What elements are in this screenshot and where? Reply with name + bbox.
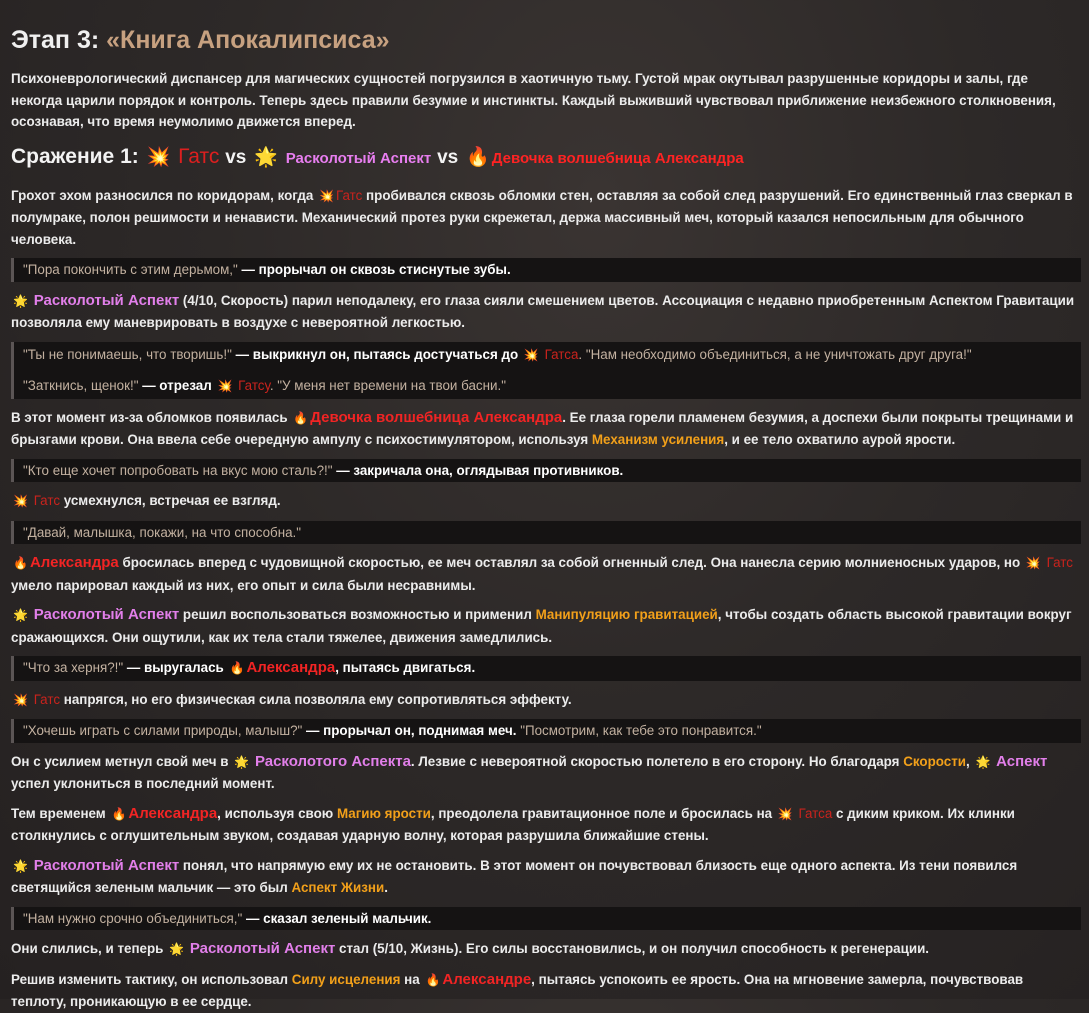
quote-text: "Что за херня?!" [23, 660, 124, 675]
stage-book-title: «Книга Апокалипсиса» [106, 26, 390, 54]
ability-mechanism: Механизм усиления [591, 432, 725, 447]
quote-block [11, 370, 1081, 399]
star-icon: 🌟 [169, 942, 185, 956]
paragraph [11, 751, 1081, 795]
paragraph [11, 490, 1081, 513]
quote-block [11, 258, 1081, 282]
quote-block [11, 521, 1081, 545]
text: на [400, 971, 424, 987]
text: бросилась вперед с чудовищной скоростью, ее меч оставлял за собой огненный след. Она нанесла серию молниеносных ударов, но [118, 555, 1024, 570]
paragraph [11, 407, 1081, 451]
narration: — сказал зеленый мальчик. [242, 910, 432, 926]
quote-text: "Посмотрим, как тебе это понравится." [520, 723, 762, 738]
narration: — отрезал [138, 378, 216, 393]
text: , чтобы создать область высокой гравитации вокруг сражающихся. Они ощутили, как их тела стали тяжелее, движения замедлились. [11, 607, 1072, 645]
quote-block [11, 656, 1081, 681]
text: (4/10, Скорость) парил неподалеку, его глаза сияли смешением цветов. Ассоциация с недавно приобретенным Аспектом Гравитации позволяла ему маневрировать в воздухе с невероятной легкостью. [11, 292, 1075, 330]
fighter-aspect: Расколотый Аспект [285, 149, 432, 167]
name-gats: Гатс [335, 187, 363, 203]
narration: , пытаясь двигаться. [335, 660, 476, 675]
explosion-icon: 💥 [777, 806, 793, 821]
narration: — прорычал он, поднимая меч. [302, 723, 521, 738]
star-icon: 🌟 [13, 293, 28, 308]
star-icon: 🌟 [13, 858, 28, 873]
name-gats: Гатсу [238, 378, 270, 393]
text: В этот момент из-за обломков появилась [11, 409, 292, 425]
name-aspect: Расколотый Аспект [189, 940, 336, 957]
text: напрягся, но его физическая сила позволяла ему сопротивляться эффекту. [60, 691, 572, 707]
star-icon: 🌟 [13, 608, 28, 622]
fire-icon: 🔥 [425, 972, 441, 987]
fire-icon: 🔥 [466, 146, 490, 168]
fire-icon: 🔥 [293, 410, 309, 425]
narration: — закричала она, оглядывая противников. [332, 462, 624, 478]
text: стал (5/10, Жизнь). Его силы восстановились, и он получил способность к регенерации. [335, 941, 930, 956]
vs-label: vs [437, 146, 459, 168]
paragraph [11, 969, 1081, 1013]
name-gats: Гатс [33, 493, 61, 508]
name-alexandra: Александра [29, 554, 119, 571]
name-aspect: Расколотый Аспект [33, 856, 180, 874]
name-aspect: Аспект [996, 752, 1048, 770]
paragraph [11, 185, 1081, 251]
paragraph [11, 938, 1081, 961]
explosion-icon: 💥 [217, 379, 233, 393]
paragraph [11, 290, 1081, 334]
fire-icon: 🔥 [111, 806, 127, 821]
text: Они слились, и теперь [11, 941, 168, 956]
text: успел уклониться в последний момент. [11, 776, 275, 791]
text: . [384, 880, 388, 895]
text: . Лезвие с невероятной скоростью полетело в его сторону. Но благодаря [410, 753, 904, 769]
ability-rage: Магию ярости [336, 805, 431, 821]
name-aspect: Расколотого Аспекта [254, 752, 411, 770]
paragraph [11, 604, 1081, 648]
fire-icon: 🔥 [13, 556, 28, 570]
fighter-girl: Девочка волшебница Александра [491, 149, 744, 167]
star-icon: 🌟 [975, 754, 991, 769]
narration: — прорычал он сквозь стиснутые зубы. [237, 262, 511, 277]
name-gats: Гатса [544, 346, 579, 362]
text: пробивался сквозь обломки стен, оставляя за собой след разрушений. Его единственный глаз сверкал в полумраке, полон решимости и ненависти. Механический протез руки скрежетал, держа массивный меч, который казался непосильным для обычного человека. [11, 187, 1073, 247]
text: усмехнулся, встречая ее взгляд. [60, 493, 281, 508]
quote-text: "Хочешь играть с силами природы, малыш?" [23, 723, 303, 738]
text: , и ее тело охватило аурой ярости. [724, 432, 956, 447]
text: Тем временем [11, 805, 110, 821]
ability-life: Аспект Жизни [291, 880, 385, 895]
text: , преодолела гравитационное поле и бросилась на [430, 805, 776, 821]
name-gats: Гатса [798, 805, 833, 821]
name-alexandra: Александра [246, 659, 336, 676]
stage-prefix: Этап 3: [11, 26, 107, 54]
text: Грохот эхом разносился по коридорам, когда [11, 187, 318, 203]
name-girl: Девочка волшебница Александра [310, 408, 563, 426]
explosion-icon: 💥 [319, 188, 334, 203]
ability-heal: Силу исцеления [291, 971, 401, 987]
paragraph [11, 552, 1081, 596]
name-gats: Гатс [33, 691, 61, 707]
text: с диким криком. Их клинки столкнулись с оглушительным звуком, создавая ударную волну, которая разрушила ближайшие стены. [11, 805, 1015, 843]
fighter-gats: Гатс [178, 144, 220, 168]
intro-paragraph: Психоневрологический диспансер для магических сущностей погрузился в хаотичную тьму. Густой мрак окутывал разрушенные коридоры и залы, где некогда царили порядок и контроль. Теперь здесь правили безумие и инстинкты. Каждый выживший чувствовал приближение неизбежного столкновения, осознавая, что время неумолимо движется вперед. [11, 71, 1056, 129]
quote-text: . "Нам необходимо объединиться, а не уничтожать друг друга!" [578, 346, 972, 362]
narration: — выкрикнул он, пытаясь достучаться до [231, 346, 522, 362]
quote-text: "Пора покончить с этим дерьмом," [23, 262, 238, 277]
paragraph [11, 855, 1081, 899]
text: Он с усилием метнул свой меч в [11, 753, 233, 769]
ability-gravity: Манипуляцию гравитацией [535, 607, 718, 622]
text: умело парировал каждый из них, его опыт и сила были несравнимы. [11, 577, 476, 593]
vs-label: vs [225, 146, 247, 168]
quote-block [11, 907, 1081, 931]
text: решил воспользоваться возможностью и применил [179, 607, 536, 622]
explosion-icon: 💥 [13, 494, 28, 508]
explosion-icon: 💥 [13, 692, 28, 707]
quote-text: "Заткнись, щенок!" [23, 378, 139, 393]
quote-block [11, 719, 1081, 743]
name-gats: Гатс [1046, 555, 1073, 570]
name-aspect: Расколотый Аспект [33, 291, 180, 309]
narration: — выругалась [123, 660, 228, 675]
star-icon: 🌟 [254, 146, 278, 168]
name-aspect: Расколотый Аспект [33, 606, 180, 623]
battle-prefix: Сражение 1: [11, 144, 145, 168]
battle-title [11, 141, 1081, 175]
name-alexandra: Александре [442, 970, 532, 988]
text: , [965, 753, 974, 769]
name-alexandra: Александра [128, 804, 218, 822]
stage-title [11, 22, 1081, 58]
text: , пытаясь успокоить ее ярость. Она на мгновение замерла, почувствовав теплоту, проникающую в ее сердце. [11, 971, 1024, 1009]
explosion-icon: 💥 [146, 146, 171, 168]
paragraph [11, 689, 1081, 712]
quote-block [11, 459, 1081, 483]
explosion-icon: 💥 [523, 347, 539, 362]
text: . Ее глаза горели пламенем безумия, а доспехи были покрыты трещинами и брызгами крови. Она ввела себе очередную ампулу с психостимулятором, используя [11, 409, 1074, 447]
fire-icon: 🔥 [229, 661, 245, 675]
ability-speed: Скорости [903, 753, 966, 769]
text: Решив изменить тактику, он использовал [11, 971, 292, 987]
quote-text: "Нам нужно срочно объединиться," [23, 910, 243, 926]
quote-text: . "У меня нет времени на твои басни." [269, 378, 506, 393]
quote-text: "Давай, малышка, покажи, на что способна." [23, 524, 302, 540]
quote-text: "Ты не понимаешь, что творишь!" [23, 346, 232, 362]
text: понял, что напрямую ему их не остановить. В этот момент он почувствовал близость еще одного аспекта. Из тени появился светящийся зеленым мальчик — это был [11, 857, 1018, 895]
text: , используя свою [217, 805, 337, 821]
quote-block [11, 342, 1081, 371]
star-icon: 🌟 [234, 754, 250, 769]
explosion-icon: 💥 [1025, 556, 1041, 570]
quote-text: "Кто еще хочет попробовать на вкус мою сталь?!" [23, 462, 333, 478]
paragraph [11, 803, 1081, 847]
